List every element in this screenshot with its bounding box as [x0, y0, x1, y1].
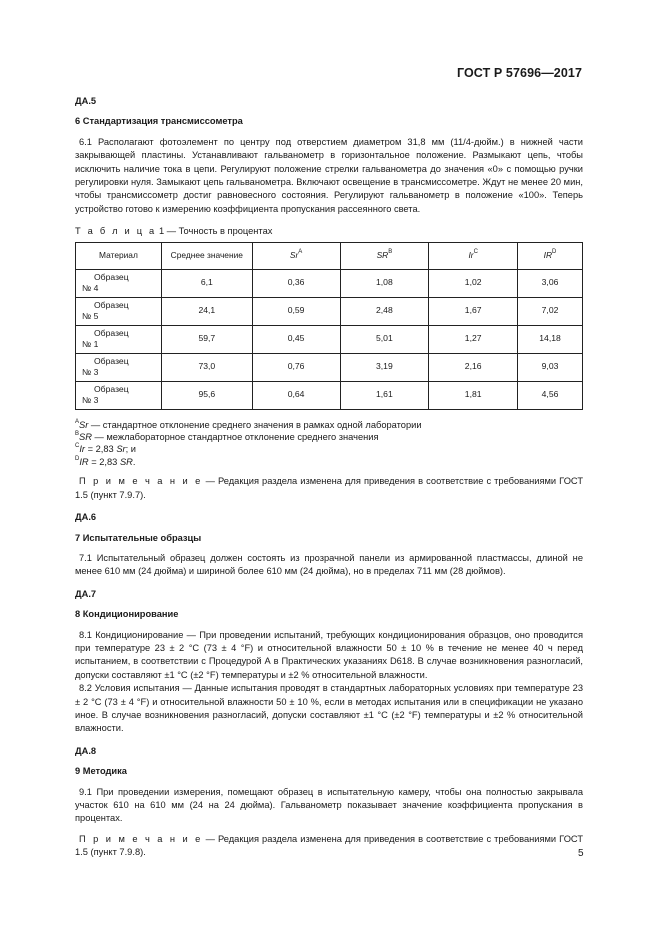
section-heading-6: 6 Стандартизация трансмиссометра — [75, 116, 243, 127]
cell-ir: 1,81 — [429, 381, 518, 409]
section-label-da8: ДА.8 — [75, 745, 97, 756]
section-label-da7: ДА.7 — [75, 588, 97, 599]
cell-SR: 2,48 — [340, 297, 429, 325]
col-header-material: Материал — [76, 242, 162, 269]
cell-material: Образец № 1 — [76, 325, 162, 353]
cell-sr: 0,36 — [252, 269, 340, 297]
footnote-b: $^B$SR — межлабораторное стандартное отклонение среднего значения — [75, 431, 379, 443]
table-caption-text: 1 — Точность в процентах — [156, 226, 273, 237]
footnote-c: $^C$Ir = 2,83 Sr; и — [75, 443, 136, 455]
cell-sr: 0,76 — [252, 353, 340, 381]
cell-mean: 59,7 — [161, 325, 252, 353]
table-header-row — [76, 242, 583, 269]
cell-SR: 1,61 — [340, 381, 429, 409]
cell-sr: 0,59 — [252, 297, 340, 325]
cell-IR: 4,56 — [518, 381, 583, 409]
col-header-mean: Среднее значение — [161, 242, 252, 269]
table-row — [76, 297, 583, 325]
col-header-sr: $Sr^A$ — [252, 242, 340, 269]
cell-SR: 3,19 — [340, 353, 429, 381]
col-header-SR: $SR^B$ — [340, 242, 429, 269]
document-id: ГОСТ Р 57696—2017 — [456, 66, 582, 80]
footnote-a: $^A$Sr — стандартное отклонение среднего значения в рамках одной лаборатории — [75, 418, 422, 430]
cell-material: Образец № 3 — [76, 381, 162, 409]
section-heading-8: 8 Кондиционирование — [75, 609, 179, 620]
cell-ir: 1,02 — [429, 269, 518, 297]
cell-IR: 7,02 — [518, 297, 583, 325]
cell-material: Образец № 4 — [76, 269, 162, 297]
cell-material: Образец № 3 — [76, 353, 162, 381]
note-1: П р и м е ч а н и е — Редакция раздела изменена для приведения в соответствие с требованиями ГОСТ 1.5 (пункт 7.9.7). — [75, 476, 584, 500]
table-row — [76, 325, 583, 353]
cell-sr: 0,45 — [252, 325, 340, 353]
cell-IR: 3,06 — [518, 269, 583, 297]
section-heading-7: 7 Испытательные образцы — [75, 532, 202, 543]
col-header-IR: $IR^D$ — [518, 242, 583, 269]
cell-IR: 14,18 — [518, 325, 583, 353]
table-caption-prefix: Т а б л и ц а — [75, 226, 157, 237]
paragraph-8-1: 8.1 Кондиционирование — При проведении испытаний, требующих кондиционирования образцов, оно проводится при температуре 23 ± 2 °C (73 ± 4 °F) и относительной влажности 50 ± 10 % в течение не менее 40 ч перед испытанием, в соответствии с Процедурой А в Практических указаниях D618. В случае возникновения разногласий, допуски составляют ±1 °C (±2 °F) температуры и ±2 % относительной влажности. — [75, 629, 583, 680]
cell-IR: 9,03 — [518, 353, 583, 381]
paragraph-9-1: 9.1 При проведении измерения, помещают образец в испытательную камеру, чтобы она полностью закрывала участок 610 на 610 мм (24 на 24 дюйма). Гальванометр показывает значение коэффициента пропускания в процентах. — [75, 786, 583, 824]
page-number: 5 — [578, 848, 584, 859]
precision-table — [75, 242, 583, 410]
cell-ir: 1,67 — [429, 297, 518, 325]
note-2: П р и м е ч а н и е — Редакция раздела изменена для приведения в соответствие с требованиями ГОСТ 1.5 (пункт 7.9.8). — [75, 833, 584, 858]
section-heading-9: 9 Методика — [75, 766, 127, 777]
cell-mean: 95,6 — [161, 381, 252, 409]
footnote-d: $^D$IR = 2,83 SR. — [75, 455, 136, 467]
col-header-ir: $Ir^C$ — [429, 242, 518, 269]
cell-ir: 2,16 — [429, 353, 518, 381]
cell-material: Образец № 5 — [76, 297, 162, 325]
cell-sr: 0,64 — [252, 381, 340, 409]
table-row — [76, 269, 583, 297]
table-row — [76, 353, 583, 381]
cell-mean: 73,0 — [161, 353, 252, 381]
section-label-da6: ДА.6 — [75, 512, 97, 523]
page-content — [75, 95, 583, 860]
section-label-da5: ДА.5 — [75, 96, 97, 106]
cell-mean: 6,1 — [161, 269, 252, 297]
paragraph-7-1: 7.1 Испытательный образец должен состоять из прозрачной панели из армированной пластмассы, длиной не менее 610 мм (24 дюйма) и шириной более 610 мм (24 дюйма), но в пределах 711 мм (28 дюймов). — [75, 552, 583, 577]
table-caption — [75, 225, 583, 238]
cell-SR: 1,08 — [340, 269, 429, 297]
cell-SR: 5,01 — [340, 325, 429, 353]
table-row — [76, 381, 583, 409]
cell-mean: 24,1 — [161, 297, 252, 325]
paragraph-8-2: 8.2 Условия испытания — Данные испытания проводят в стандартных лабораторных условиях при температуре 23 ± 2 °C (73 ± 4 °F) и относительной влажности 50 ± 10 %, если в методах испытания или в спецификации не указано иное. В случае возникновения разногласий, допуски составляют ±1 °C (±2 °F) температуры и ±2 % относительной влажности. — [75, 683, 583, 734]
cell-ir: 1,27 — [429, 325, 518, 353]
paragraph-6-1: 6.1 Располагают фотоэлемент по центру под отверстием диаметром 31,8 мм (11/4-дюйм.) в нижней части закрывающей пластины. Устанавливают гальванометр в горизонтальное положение. Размыкают цепь, чтобы исключить наличие тока в цепи. Регулируют положение стрелки гальванометра до значения «0» с помощью ручки регулировки нуля. Замыкают цепь гальванометра. Включают освещение в трансмиссометре. Ждут не менее 20 мин, чтобы трансмиссометр достиг равновесного состояния. Регулируют гальванометр в положение «100». Теперь устройство готово к измерению коэффициента пропускания рассеянного света. — [75, 136, 583, 214]
